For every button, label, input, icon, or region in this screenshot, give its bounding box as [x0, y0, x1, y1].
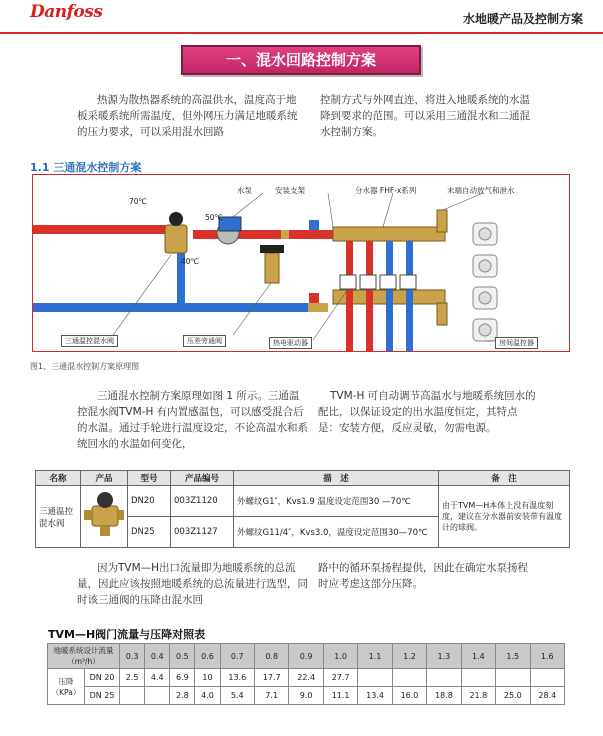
air-vent — [437, 210, 447, 232]
system-diagram — [32, 174, 570, 352]
pressure-value — [461, 669, 495, 687]
note-right-paragraph: 路中的循环泵扬程提供，因此在确定水泵扬程时应考虑这部分压降。 — [318, 562, 528, 590]
product-table — [35, 470, 570, 548]
code-cell: 003Z1120 — [171, 486, 234, 517]
flow-value: 0.4 — [145, 644, 170, 669]
desc-cell: 外螺纹G1″，Kvs1.9 温度设定范围30 —70℃ — [234, 486, 439, 517]
actuator-1 — [340, 275, 356, 289]
header-divider — [0, 32, 603, 34]
flow-header-row — [48, 644, 565, 669]
product-image — [81, 486, 128, 548]
pressure-value: 9.0 — [289, 687, 323, 705]
col-model: 型号 — [128, 471, 171, 486]
valve-image — [84, 490, 124, 540]
flow-pressure-table — [47, 643, 565, 705]
pressure-value: 13.4 — [358, 687, 392, 705]
pressure-value — [145, 687, 170, 705]
pressure-value: 2.8 — [170, 687, 195, 705]
flow-value: 1.1 — [358, 644, 392, 669]
pressure-value: 5.4 — [220, 687, 254, 705]
actuator-4 — [400, 275, 416, 289]
hot-supply-pipe — [33, 225, 183, 234]
actuator-2 — [360, 275, 376, 289]
label-manifold: 分水器 FHF-x系列 — [355, 186, 417, 195]
col-product: 产品 — [81, 471, 128, 486]
subsection-heading: 1.1 三通混水控制方案 — [30, 161, 142, 174]
pressure-value — [358, 669, 392, 687]
label-40c: 40℃ — [181, 257, 199, 266]
description-left-paragraph: 三通混水控制方案原理如图 1 所示。三通温控混水阀TVM-H 有内置感温包，可以感受混合后的水温。通过手轮进行温度设定，不论高温水和系统回水的水温如何变化， — [77, 390, 308, 450]
pressure-value: 13.6 — [220, 669, 254, 687]
flow-value: 1.6 — [530, 644, 565, 669]
product-name: 三通温控混水阀 — [36, 486, 81, 548]
mixed-supply-pipe — [193, 230, 333, 239]
valve-handwheel — [169, 212, 183, 226]
remark-cell: 由于TVM—H本体上没有温度刻度，建议在分水器前安装带有温度计的球阀。 — [439, 486, 570, 548]
header-title: 水地暖产品及控制方案 — [462, 12, 583, 26]
product-table-header — [36, 471, 570, 486]
label-vent: 末端自动放气和泄水 — [447, 186, 515, 195]
label-50c: 50℃ — [205, 213, 223, 222]
desc-cell: 外螺纹G11/4″，Kvs3.0，温度设定范围30—70℃ — [234, 517, 439, 548]
pressure-value: 22.4 — [289, 669, 323, 687]
label-70c: 70℃ — [129, 197, 147, 206]
note-left-paragraph: 因为TVM—H出口流量即为地暖系统的总流量，因此应该按照地暖系统的总流量进行选型，同时该三通阀的压降由混水回 — [77, 562, 308, 606]
diagram-caption: 图1、三通混水控制方案原理图 — [30, 362, 140, 371]
code-cell: 003Z1127 — [171, 517, 234, 548]
pressure-value: 7.1 — [255, 687, 289, 705]
manifold-supply — [333, 227, 445, 241]
pressure-value — [392, 669, 426, 687]
model-cell: DN20 — [128, 486, 171, 517]
pressure-value — [120, 687, 145, 705]
pressure-value: 18.8 — [427, 687, 461, 705]
pressure-value: 27.7 — [323, 669, 357, 687]
pressure-value: 25.0 — [496, 687, 530, 705]
flow-value: 0.8 — [255, 644, 289, 669]
bypass-valve — [265, 253, 279, 283]
flow-value: 0.5 — [170, 644, 195, 669]
diagram-drawing — [33, 175, 569, 351]
pressure-value: 11.1 — [323, 687, 357, 705]
pressure-value: 10 — [195, 669, 220, 687]
flow-table-title: TVM—H阀门流量与压降对照表 — [48, 628, 206, 641]
label-three-way-valve: 三通温控混水阀 — [61, 335, 118, 347]
flow-value: 0.7 — [220, 644, 254, 669]
section-title: 一、混水回路控制方案 — [181, 45, 421, 75]
pressure-value: 16.0 — [392, 687, 426, 705]
table-row — [48, 687, 565, 705]
pressure-value: 28.4 — [530, 687, 565, 705]
label-bracket: 安装支架 — [275, 186, 305, 195]
label-pump: 水泵 — [237, 186, 252, 195]
intro-right-paragraph: 控制方式与外网直连，将进入地暖系统的水温降到要求的范围。可以采用三通混水和二通混水控制方案。 — [320, 94, 530, 138]
flow-value: 1.2 — [392, 644, 426, 669]
flow-value: 0.3 — [120, 644, 145, 669]
flow-value: 1.4 — [461, 644, 495, 669]
table-row — [36, 486, 570, 517]
actuator-3 — [380, 275, 396, 289]
three-way-valve-body — [165, 225, 187, 253]
flow-value: 1.0 — [323, 644, 357, 669]
pressure-value: 2.5 — [120, 669, 145, 687]
pressure-value — [530, 669, 565, 687]
pressure-label: 压降（KPa） — [48, 669, 85, 705]
flow-value: 1.5 — [496, 644, 530, 669]
pressure-value: 6.9 — [170, 669, 195, 687]
col-name: 名称 — [36, 471, 81, 486]
size-label: DN 25 — [85, 687, 120, 705]
table-row — [48, 669, 565, 687]
label-actuator: 热电驱动器 — [269, 337, 312, 349]
model-cell: DN25 — [128, 517, 171, 548]
col-remark: 备 注 — [439, 471, 570, 486]
col-code: 产品编号 — [171, 471, 234, 486]
description-right-paragraph: TVM-H 可自动调节高温水与地暖系统回水的配比，以保证设定的出水温度恒定，其特点是：安装方便，反应灵敏，勿需电源。 — [318, 390, 536, 434]
flow-value: 0.6 — [195, 644, 220, 669]
pressure-value — [496, 669, 530, 687]
flow-value: 1.3 — [427, 644, 461, 669]
pressure-value: 4.0 — [195, 687, 220, 705]
pressure-value: 21.8 — [461, 687, 495, 705]
pressure-value — [427, 669, 461, 687]
danfoss-logo: Danfoss — [30, 2, 103, 22]
flow-header-label: 地暖系统设计流量（m³/h） — [48, 644, 120, 669]
label-bypass-valve: 压差旁通阀 — [183, 335, 226, 347]
flow-value: 0.9 — [289, 644, 323, 669]
col-desc: 描 述 — [234, 471, 439, 486]
pressure-value: 4.4 — [145, 669, 170, 687]
label-thermostat: 房间温控器 — [495, 337, 538, 349]
size-label: DN 20 — [85, 669, 120, 687]
pressure-value: 17.7 — [255, 669, 289, 687]
intro-left-paragraph: 热源为散热器系统的高温供水，温度高于地板采暖系统所需温度，但外网压力满足地暖系统的压力要求，可以采用混水回路 — [77, 94, 298, 138]
